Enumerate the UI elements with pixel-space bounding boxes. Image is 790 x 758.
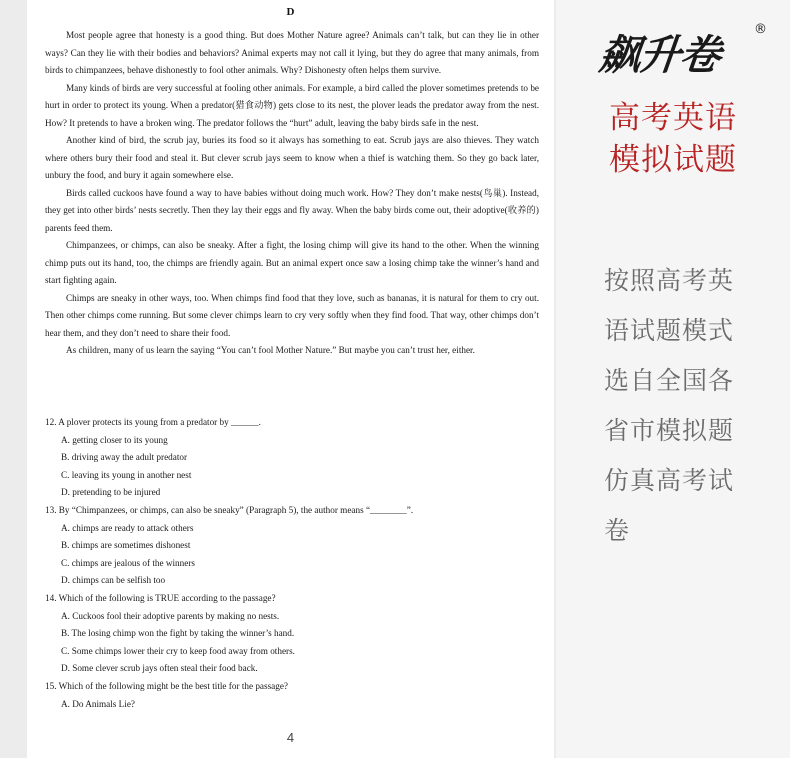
description-line: 省市模拟题 [604,416,735,445]
answer-option: B. chimps are sometimes dishonest [61,540,191,551]
sidebar-banner [556,0,790,758]
banner-description [604,256,754,556]
question-14 [45,590,539,678]
reading-passage [45,27,539,360]
question-stem: 12. A plover protects its young from a predator by ______. [45,417,261,427]
answer-option: B. The losing chimp won the fight by taking the winner’s hand. [61,628,295,639]
answer-option: A. chimps are ready to attack others [61,522,194,533]
question-13 [45,502,539,590]
exam-page [27,0,554,758]
answer-option: A. getting closer to its young [61,434,168,445]
description-line: 语试题模式 [604,316,735,345]
question-stem: 13. By “Chimpanzees, or chimps, can also be sneaky” (Paragraph 5), the author means “________”. [45,504,414,515]
answer-option: A. Do Animals Lie? [61,698,135,709]
answer-option: A. Cuckoos fool their adoptive parents by making no nests. [61,610,280,621]
answer-option: D. Some clever scrub jays often steal their food back. [61,663,258,674]
answer-option: C. Some chimps lower their cry to keep food away from others. [61,645,295,656]
question-stem: 14. Which of the following is TRUE according to the passage? [45,592,276,603]
answer-option: B. driving away the adult predator [61,452,188,463]
question-15 [45,678,539,713]
description-line: 仿真高考试 [604,466,735,495]
question-12 [45,414,539,502]
paragraph: Many kinds of birds are very successful at fooling other animals. For example, a bird called the plover sometimes pretends to be hurt in order to protect its young. When a predator(猎食动物) gets close to its nest, the plover leads the predator away from the nest. How? It pretends to have a broken wing. The predator follows the “hurt” adult, leaving the baby birds safe in the nest. [45,82,539,128]
paragraph: Another kind of bird, the scrub jay, buries its food so it always has something to eat. Scrub jays are also thieves. They watch where others bury their food and steal it. But clever scrub jays seem to know when a thief is watching them. So they go back later, unbury the food, and bury it again somewhere else. [45,135,539,180]
registered-mark: ® [754,22,767,37]
answer-option: D. pretending to be injured [61,487,161,498]
paragraph: Most people agree that honesty is a good thing. But does Mother Nature agree? Animals can’t talk, but can they lie in other ways? Can they lie with their bodies and behaviors? Animal experts may not call it lying, but they do agree that many animals, from birds to chimpanzees, behave dishonestly to fool other animals. Why? Dishonesty often helps them survive. [45,30,539,75]
description-line: 按照高考英 [604,266,735,295]
paragraph: As children, many of us learn the saying “You can’t fool Mother Nature.” But maybe you can’t trust her, either. [66,345,475,355]
question-list [45,414,539,713]
paragraph: Chimps are sneaky in other ways, too. When chimps find food that they love, such as bananas, it is natural for them to cry out. Then other chimps come running. But some clever chimps learn to cry very softly when they find food. That way, other chimps don’t hear them, and they don’t need to share their food. [45,292,539,338]
subtitle-line: 模拟试题 [609,142,737,178]
banner-subtitle [556,97,790,181]
answer-option: C. chimps are jealous of the winners [61,557,195,568]
brand-logo: 飙升卷 [597,31,723,79]
description-line: 卷 [604,516,631,545]
answer-option: C. leaving its young in another nest [61,469,192,480]
answer-option: D. chimps can be selfish too [61,575,166,586]
paragraph: Birds called cuckoos have found a way to have babies without doing much work. How? They don’t make nests(鸟巢). Instead, they get into other birds’ nests secretly. Then they lay their eggs and fly away. When the baby birds come out, their adoptive(收养的) parents feed them. [45,187,539,233]
page-number: 4 [286,730,295,745]
section-letter: D [286,6,295,18]
subtitle-line: 高考英语 [609,100,737,136]
question-stem: 15. Which of the following might be the best title for the passage? [45,680,288,691]
description-line: 选自全国各 [604,366,735,395]
paragraph: Chimpanzees, or chimps, can also be sneaky. After a fight, the losing chimp will give its hand to the other. When the winning chimp puts out its hand, too, the chimps are friendly again. But an animal expert once saw a losing chimp take the winner’s hand and start fighting again. [45,240,539,285]
